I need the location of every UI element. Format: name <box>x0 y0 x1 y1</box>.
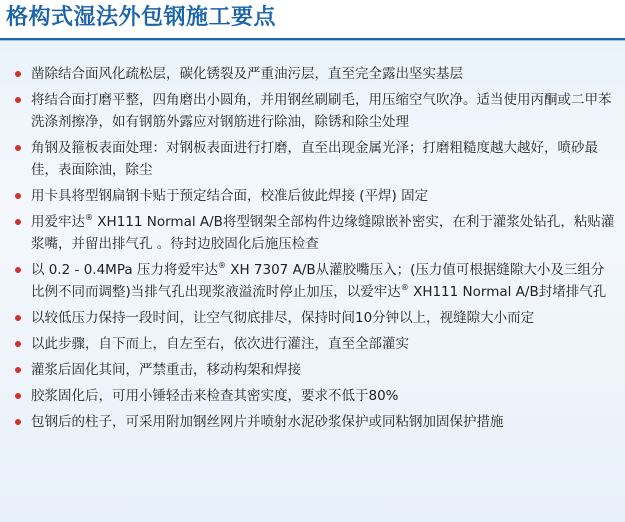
bullet-item <box>31 137 615 181</box>
bullet-item <box>31 411 615 433</box>
registered-mark: ® <box>400 283 409 292</box>
red-dot-icon <box>15 419 21 425</box>
bullet-item <box>31 63 615 85</box>
registered-mark: ® <box>217 261 226 270</box>
bullet-text: 胶浆固化后，可用小锤轻击来检查其密实度，要求不低于80% <box>31 388 399 404</box>
red-dot-icon <box>15 97 21 103</box>
bullet-text: 将结合面打磨平整，四角磨出小圆角，并用钢丝刷刷毛，用压缩空气吹净。适当使用丙酮或二甲苯洗涤剂擦净，如有钢筋外露应对钢筋进行除油，除锈和除尘处理 <box>31 92 612 130</box>
red-dot-icon <box>15 267 21 273</box>
bullet-text: 角钢及箍板表面处理：对钢板表面进行打磨，直至出现金属光泽；打磨粗糙度越大越好，喷砂最佳，表面除油，除尘 <box>31 140 598 178</box>
bullet-item <box>31 185 615 207</box>
bullet-text: 以此步骤，自下而上，自左至右，依次进行灌注，直至全部灌实 <box>31 336 409 352</box>
bullet-item <box>31 211 615 255</box>
registered-mark: ® <box>85 213 93 222</box>
page-title: 格构式湿法外包钢施工要点 <box>6 5 277 30</box>
red-dot-icon <box>15 393 21 399</box>
red-dot-icon <box>15 341 21 347</box>
bullet-text: 以较低压力保持一段时间，让空气彻底排尽，保持时间10分钟以上，视缝隙大小而定 <box>31 310 535 326</box>
bullet-text: 灌浆后固化其间，严禁重击，移动构架和焊接 <box>31 362 301 378</box>
content-panel <box>0 40 625 522</box>
bullet-list <box>0 41 625 433</box>
red-dot-icon <box>15 219 21 225</box>
bullet-item <box>31 333 615 355</box>
bullet-text: 包钢后的柱子，可采用附加钢丝网片并喷射水泥砂浆保护或同粘钢加固保护措施 <box>31 414 504 430</box>
red-dot-icon <box>15 315 21 321</box>
red-dot-icon <box>15 193 21 199</box>
bullet-item <box>31 89 615 133</box>
red-dot-icon <box>15 145 21 151</box>
bullet-text: 以 0.2 - 0.4MPa 压力将爱牢达® XH 7307 A/B从灌胶嘴压入；(压力值可根据缝隙大小及三组分比例不同而调整)当排气孔出现浆液溢流时停止加压，以爱牢达® XH111 Normal A/B封堵排气孔 <box>31 261 607 300</box>
bullet-item <box>31 359 615 381</box>
red-dot-icon <box>15 367 21 373</box>
bullet-item <box>31 307 615 329</box>
bullet-text: 凿除结合面风化疏松层，碳化锈裂及严重油污层，直至完全露出坚实基层 <box>31 66 463 82</box>
bullet-text: 用卡具将型钢扁钢卡贴于预定结合面，校准后彼此焊接 (平焊) 固定 <box>31 188 429 204</box>
red-dot-icon <box>15 71 21 77</box>
bullet-item <box>31 259 615 303</box>
bullet-item <box>31 385 615 407</box>
bullet-text: 用爱牢达® XH111 Normal A/B将型钢架全部构件边缘缝隙嵌补密实，在利于灌浆处钻孔，粘贴灌浆嘴，并留出排气孔 。待封边胶固化后施压检查 <box>31 213 615 252</box>
